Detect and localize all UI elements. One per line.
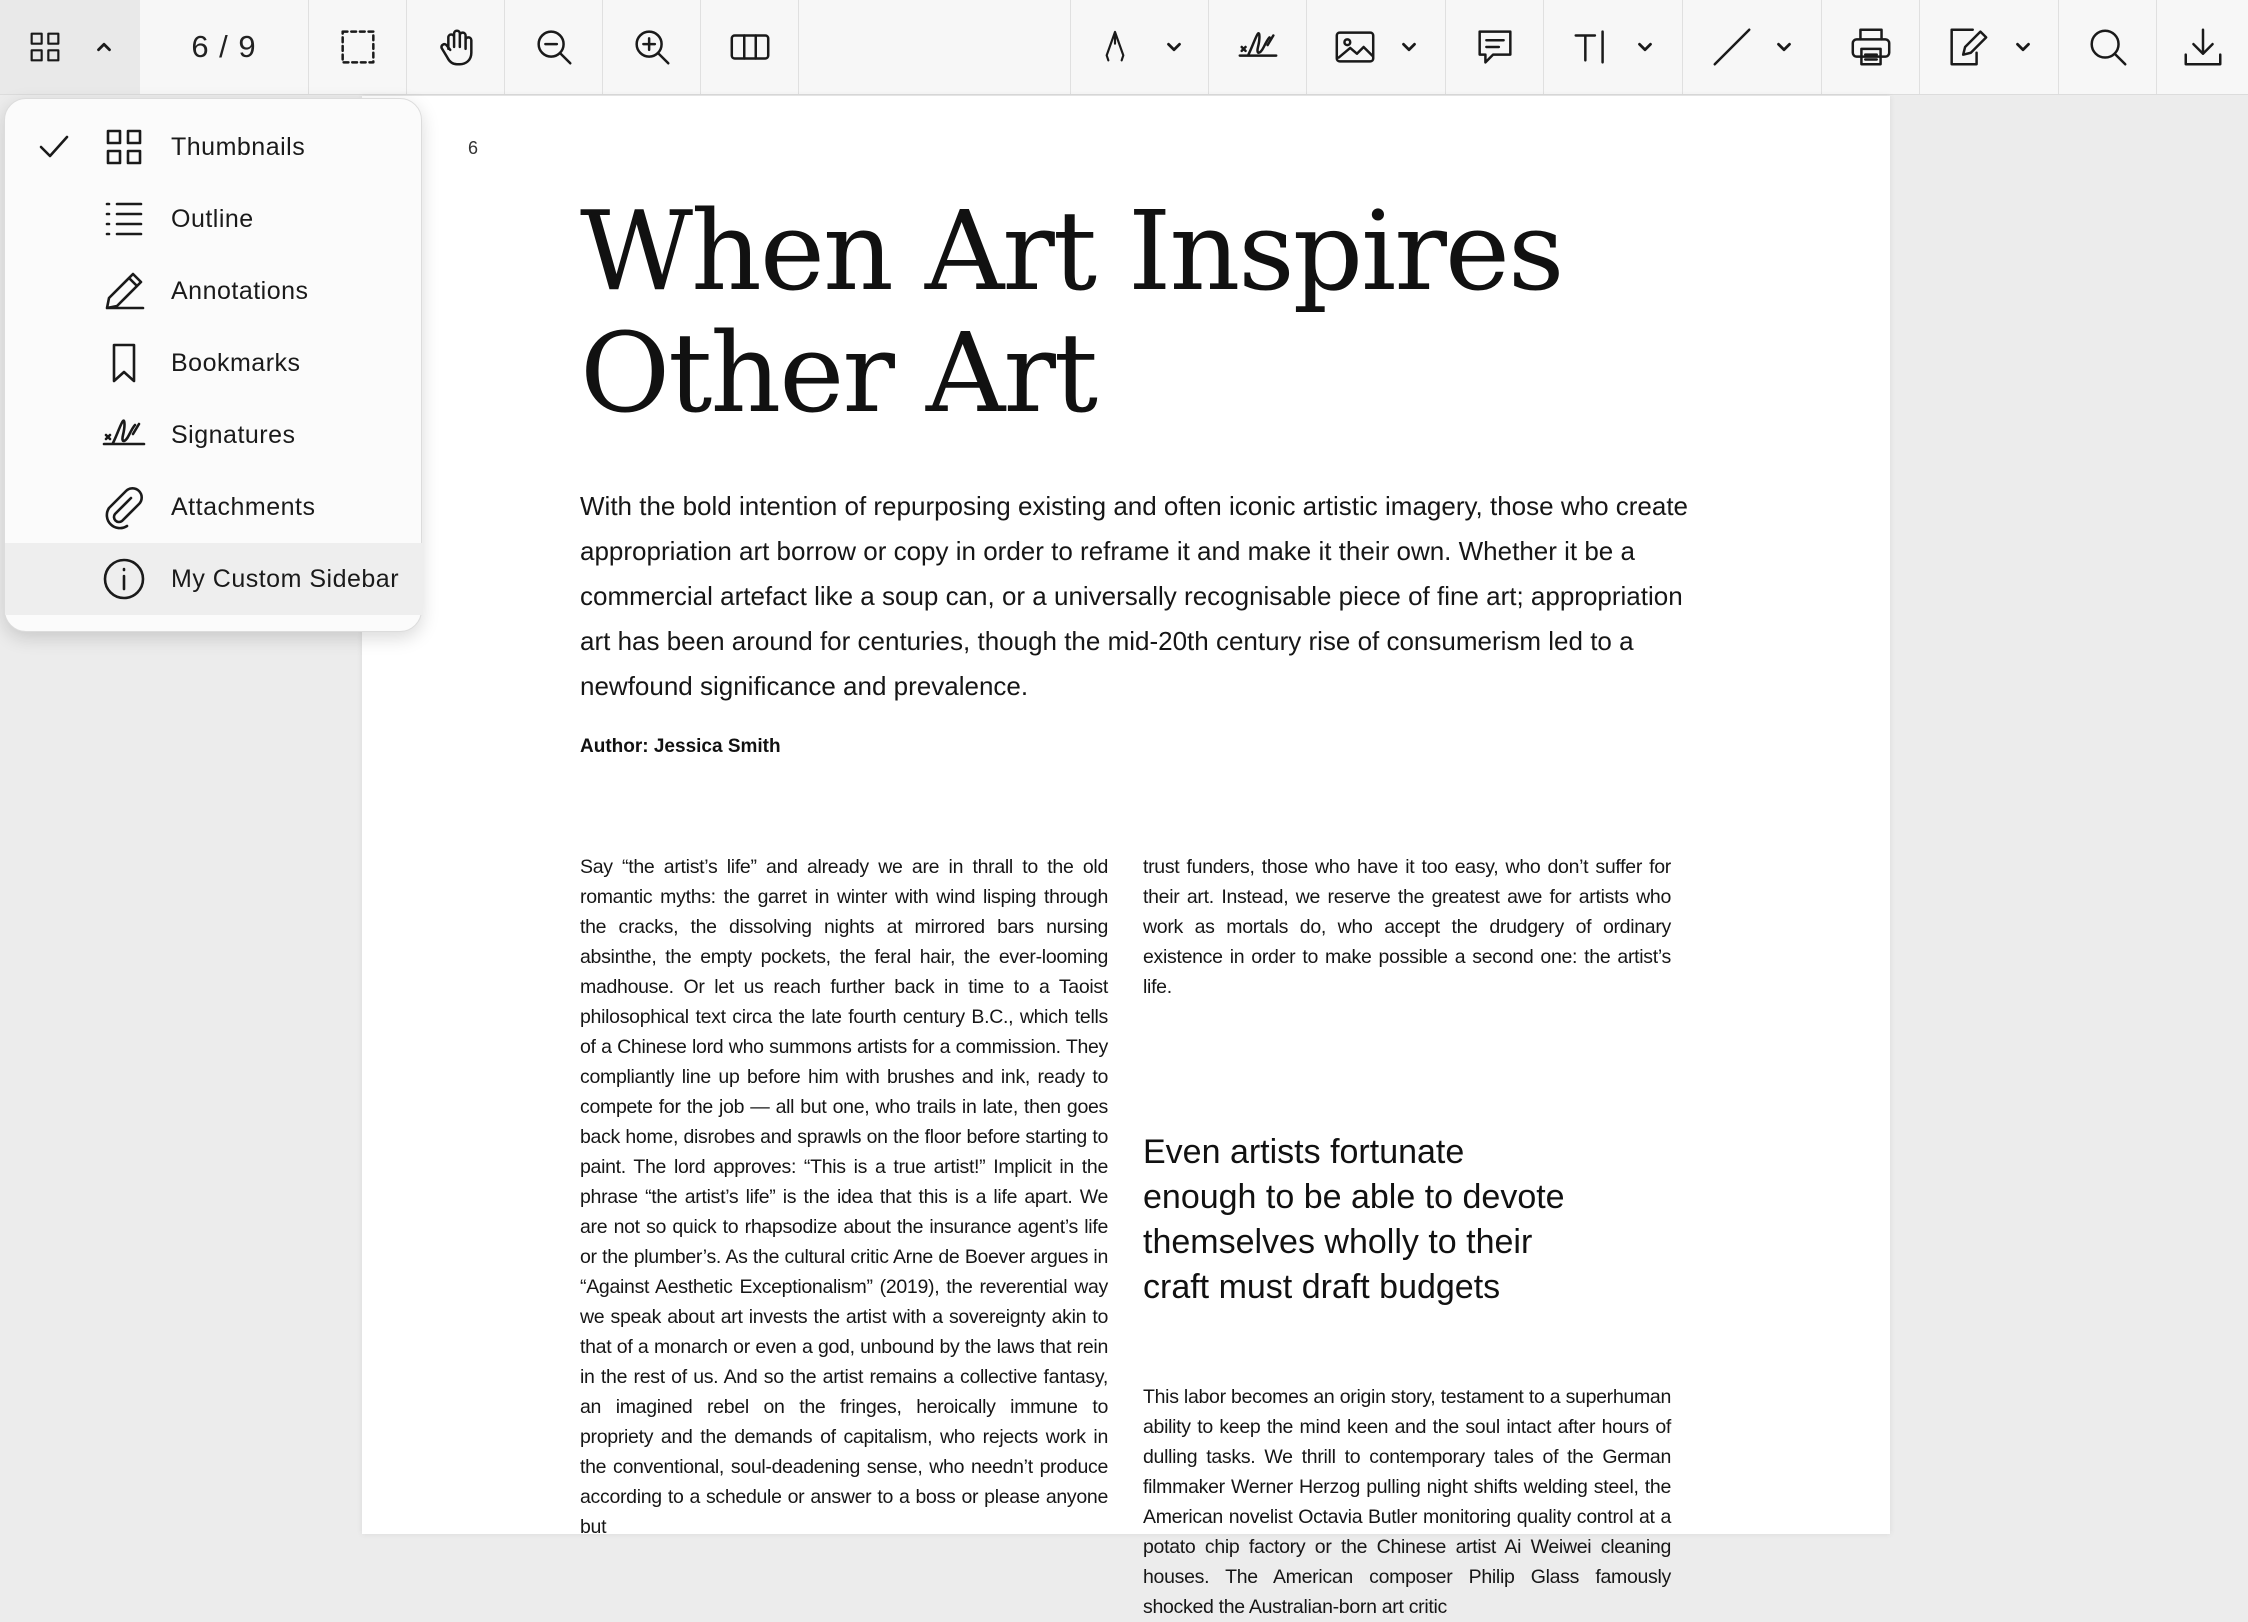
- chevron-down-icon: [1773, 36, 1795, 58]
- menu-item-label: Bookmarks: [171, 348, 301, 377]
- line-icon: [1709, 24, 1755, 70]
- title-line-1: When Art Inspires: [580, 187, 1563, 315]
- search-icon: [2085, 24, 2131, 70]
- article-author: Author: Jessica Smith: [580, 736, 781, 757]
- chevron-up-icon: [93, 36, 115, 58]
- grid-icon: [101, 124, 147, 170]
- menu-item-label: My Custom Sidebar: [171, 564, 400, 593]
- page-number: 6: [468, 138, 479, 158]
- page-indicator-text: 6 / 9: [191, 29, 257, 64]
- menu-item-label: Thumbnails: [171, 132, 306, 161]
- menu-item-attachments[interactable]: [5, 471, 423, 543]
- pull-quote: Even artists fortunate enough to be able to devote themselves wholly to their craft must draft budgets: [1143, 1133, 1565, 1306]
- image-tool-button[interactable]: [1307, 0, 1445, 94]
- pan-tool-button[interactable]: [407, 0, 504, 94]
- two-page-icon: [727, 24, 773, 70]
- signature-icon: [101, 412, 147, 458]
- sidebar-toggle-button[interactable]: [0, 0, 140, 94]
- page-indicator[interactable]: [140, 0, 308, 94]
- list-icon: [101, 196, 147, 242]
- menu-item-label: Signatures: [171, 420, 296, 449]
- chevron-down-icon: [1163, 36, 1185, 58]
- menu-item-annotations[interactable]: [5, 255, 423, 327]
- text-cursor-icon: [1570, 24, 1616, 70]
- ink-tool-button[interactable]: [1071, 0, 1209, 94]
- download-button[interactable]: [2157, 0, 2248, 94]
- menu-item-label: Attachments: [171, 492, 316, 521]
- page-layout-button[interactable]: [701, 0, 798, 94]
- info-icon: [101, 556, 147, 602]
- checkmark-icon: [35, 128, 73, 166]
- signature-icon: [1235, 24, 1281, 70]
- chevron-down-icon: [1634, 36, 1656, 58]
- menu-item-label: Outline: [171, 204, 254, 233]
- paperclip-icon: [101, 484, 147, 530]
- edit-document-icon: [1944, 24, 1990, 70]
- text-tool-button[interactable]: [1544, 0, 1682, 94]
- printer-icon: [1848, 24, 1894, 70]
- main-toolbar: [0, 0, 2248, 95]
- edit-document-button[interactable]: [1920, 0, 2058, 94]
- marquee-select-button[interactable]: [309, 0, 406, 94]
- sidebar-menu: [4, 98, 422, 632]
- image-icon: [1332, 24, 1378, 70]
- print-button[interactable]: [1822, 0, 1919, 94]
- pen-nib-icon: [1095, 27, 1135, 67]
- zoom-in-icon: [629, 24, 675, 70]
- zoom-in-button[interactable]: [603, 0, 700, 94]
- menu-item-bookmarks[interactable]: [5, 327, 423, 399]
- pen-icon: [101, 268, 147, 314]
- search-button[interactable]: [2059, 0, 2156, 94]
- article-column-1: Say “the artist’s life” and already we are in thrall to the old romantic myths: the garret in winter with wind lisping through the cracks, the dissolving nights at mirrored bars nursing absinthe, the empty pockets, the feral hair, the ever-looming madhouse. Or let us reach further back in time to a Taoist philosophical text circa the late fourth century B.C., which tells of a Chinese lord who summons artists for a commission. They compliantly line up before him with brushes and ink, ready to compete for the job — all but one, who trails in late, then goes back home, disrobes and sprawls on the floor before starting to paint. The lord approves: “This is a true artist!” Implicit in the phrase “the artist’s life” is the idea that this is a life apart. We are not so quick to rhapsodize about the insurance agent’s life or the plumber’s. As the cultural critic Arne de Boever argues in “Against Aesthetic Exceptionalism” (2019), the reverential way we speak about art invests the artist with a sovereignty akin to that of a monarch or even a god, unbound by the laws that rein in the rest of us. And so the artist remains a collective fantasy, an imagined rebel on the fringes, heroically immune to propriety and the demands of capitalism, who rejects work in the conventional, soul-deadening sense, who needn’t produce according to a schedule or answer to a boss or please anyone but: [580, 856, 1108, 1538]
- comment-button[interactable]: [1446, 0, 1543, 94]
- grid-icon: [25, 27, 65, 67]
- line-tool-button[interactable]: [1683, 0, 1821, 94]
- menu-item-my-custom-sidebar[interactable]: [5, 543, 423, 615]
- chevron-down-icon: [1398, 36, 1420, 58]
- menu-item-label: Annotations: [171, 276, 309, 305]
- signature-button[interactable]: [1209, 0, 1306, 94]
- article-column-2-continued: This labor becomes an origin story, testament to a superhuman ability to keep the mind keen and the soul intact after hours of dulling tasks. We thrill to contemporary tales of the German filmmaker Werner Herzog pulling night shifts welding steel, the American novelist Octavia Butler monitoring quality control at a potato chip factory or the Chinese artist Ai Weiwei cleaning houses. The American composer Philip Glass famously shocked the Australian-born art critic: [1143, 1386, 1671, 1618]
- article-lede: With the bold intention of repurposing existing and often iconic artistic imagery, those who create appropriation art borrow or copy in order to reframe it and make it their own. Whether it be a commercial artefact like a soup can, or a universally recognisable piece of fine art; appropriation art has been around for centuries, though the mid-20th century rise of consumerism led to a newfound significance and prevalence.: [580, 491, 1689, 701]
- marquee-select-icon: [335, 24, 381, 70]
- hand-icon: [433, 24, 479, 70]
- zoom-out-button[interactable]: [505, 0, 602, 94]
- document-page: [362, 96, 1890, 1618]
- chevron-down-icon: [2012, 36, 2034, 58]
- download-icon: [2180, 24, 2226, 70]
- menu-item-thumbnails[interactable]: [5, 111, 423, 183]
- bookmark-icon: [101, 340, 147, 386]
- article-column-2: trust funders, those who have it too easy, who don’t suffer for their art. Instead, we reserve the greatest awe for artists who work as mortals do, who accept the drudgery of ordinary existence in order to make possible a second one: the artist’s life.: [1143, 856, 1671, 998]
- menu-item-outline[interactable]: [5, 183, 423, 255]
- zoom-out-icon: [531, 24, 577, 70]
- menu-item-signatures[interactable]: [5, 399, 423, 471]
- comment-icon: [1472, 24, 1518, 70]
- article-title: [580, 187, 1680, 437]
- title-line-2: Other Art: [580, 309, 1097, 437]
